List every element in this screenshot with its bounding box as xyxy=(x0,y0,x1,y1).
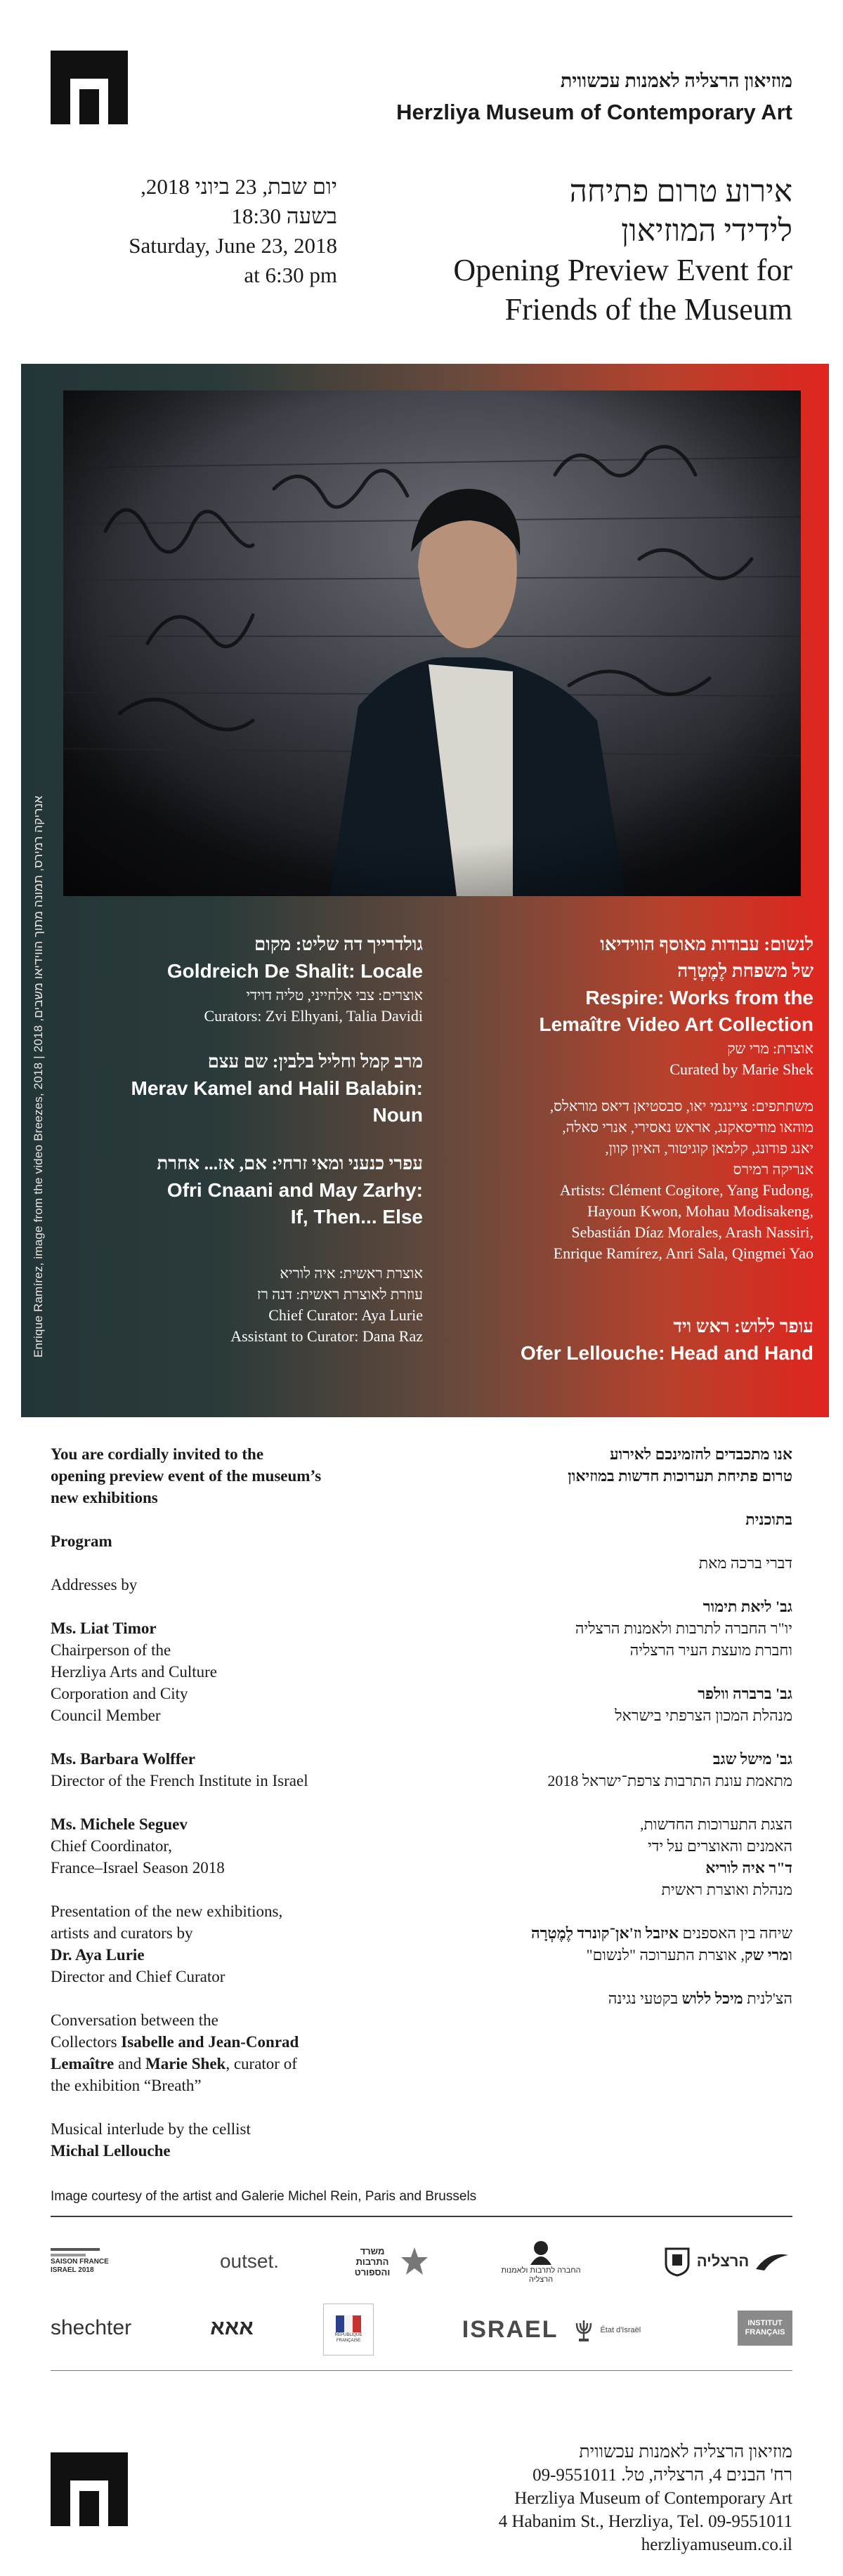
assistant-curator-en: Assistant to Curator: Dana Raz xyxy=(230,1327,423,1345)
speaker-role-line-4: Council Member xyxy=(51,1707,161,1724)
exhibition-title-he: עפרי כנעני ומאי זרחי: אם, אז... אחרת xyxy=(157,1153,423,1174)
event-date xyxy=(98,172,337,290)
consulate-text: RÉPUBLIQUE FRANÇAISE xyxy=(334,2333,362,2343)
exhibition-title-he-line-1: לנשום: עבודות מאוסף הווידיאו xyxy=(600,934,813,954)
speaker-role-line-1: Chief Coordinator, xyxy=(51,1837,172,1855)
exhibition-respire xyxy=(457,931,813,1264)
artwork-photo xyxy=(63,390,801,896)
program-heading-en: Program xyxy=(51,1532,112,1550)
institut-line-1: INSTITUT xyxy=(747,2319,783,2327)
title-he-line-2: לידידי המוזיאון xyxy=(621,213,792,248)
museum-logo xyxy=(51,51,128,124)
french-republic-logo xyxy=(323,2304,374,2355)
conversation-text: שיחה בין האספנים xyxy=(678,1924,792,1942)
ministry-text: משרד התרבות והספורט xyxy=(354,2245,391,2278)
music-line-1: Musical interlude by the cellist xyxy=(51,2120,251,2138)
speaker-role-line-1: Chairperson of the xyxy=(51,1641,171,1659)
exhibition-lellouche xyxy=(457,1313,813,1367)
curator-name: Marie Shek xyxy=(145,2055,226,2072)
invitation-line-1: אנו מתכבדים להזמינכם לאירוע xyxy=(610,1445,792,1463)
artists-he-line-3: יאנג פודונג, קלמאן קוגיטור, האיון קוון, xyxy=(605,1140,813,1157)
israel-text: ISRAEL xyxy=(462,2316,558,2343)
menorah-icon xyxy=(573,2318,594,2343)
website-link[interactable]: herzliyamuseum.co.il xyxy=(641,2535,792,2554)
curators-he: אוצרים: צבי אלחייני, טליה דוידי xyxy=(246,987,423,1004)
israel-state-logo xyxy=(439,2311,664,2349)
speaker-name: גב' מישל שגב xyxy=(712,1750,792,1768)
invitation-he xyxy=(427,1443,792,1487)
speaker-role-line-3: Corporation and City xyxy=(51,1685,188,1702)
speaker-name: Ms. Barbara Wolffer xyxy=(51,1750,195,1768)
exhibition-title-en-line-1: Merav Kamel and Halil Balabin: xyxy=(131,1077,423,1099)
artists-he-line-2: מוהאו מודיסאקנג, אראש נאסירי, אנרי סאלה, xyxy=(562,1119,813,1136)
culture-corp-icon xyxy=(525,2238,557,2266)
exhibition-goldreich xyxy=(63,931,423,1027)
program-en xyxy=(51,1443,416,2183)
footer-contact xyxy=(499,2440,792,2556)
conversation-text: , curator of xyxy=(226,2055,297,2072)
title-en-line-2: Friends of the Museum xyxy=(504,292,792,327)
speaker-name: גב' ליאת תימור xyxy=(702,1598,792,1615)
exhibitions-panel xyxy=(21,364,829,1417)
artists-he-line-1: משתתפים: ציינגמי יאו, סבסטיאן דיאס מוראלס, xyxy=(549,1098,813,1115)
institut-francais-logo xyxy=(738,2311,792,2346)
museum-name-en: Herzliya Museum of Contemporary Art xyxy=(396,100,792,124)
speaker-seguev-he xyxy=(427,1748,792,1792)
wave-swoosh-icon xyxy=(754,2251,790,2272)
invitation-line-2: טרום פתיחת תערוכות חדשות במוזיאון xyxy=(568,1467,792,1485)
conversation-text: and xyxy=(114,2055,145,2072)
exhibition-title-en-line-1: Ofri Cnaani and May Zarhy: xyxy=(166,1179,423,1201)
footer-museum-logo xyxy=(51,2452,128,2526)
footer-museum-he: מוזיאון הרצליה לאמנות עכשווית xyxy=(579,2443,792,2462)
exhibition-title-he: גולדרייך דה שליט: מקום xyxy=(254,934,423,954)
presentation-en xyxy=(51,1900,416,1987)
invitation-line-2: opening preview event of the museum’s xyxy=(51,1467,322,1485)
chief-curator-en: Chief Curator: Aya Lurie xyxy=(268,1306,423,1324)
institut-line-2: FRANÇAIS xyxy=(745,2328,785,2337)
exhibition-title-en-line-1: Respire: Works from the xyxy=(585,987,813,1008)
outset-logo: outset. xyxy=(219,2250,280,2272)
exhibition-kamel-balabin xyxy=(63,1049,423,1129)
addresses-en: Addresses by xyxy=(51,1576,138,1593)
speaker-role: מנהלת המכון הצרפתי בישראל xyxy=(615,1707,792,1724)
music-en xyxy=(51,2118,416,2162)
date-en-line-2: at 6:30 pm xyxy=(244,263,337,287)
title-he-line-1: אירוע טרום פתיחה xyxy=(569,174,792,209)
invitation-line-3: new exhibitions xyxy=(51,1489,158,1506)
conversation-line-4: the exhibition “Breath” xyxy=(51,2077,202,2094)
speaker-wolffer-he xyxy=(427,1683,792,1726)
presentation-line-1: הצגת התערוכות החדשות, xyxy=(640,1815,792,1833)
speaker-name: גב' ברברה וולפר xyxy=(698,1685,792,1702)
date-he-line-1: יום שבת, 23 ביוני 2018, xyxy=(140,174,337,199)
curator-en: Curated by Marie Shek xyxy=(669,1060,813,1078)
conversation-text: , אוצרת התערוכה "לנשום" xyxy=(586,1946,745,1964)
presentation-line-2: artists and curators by xyxy=(51,1924,193,1942)
speaker-role: מנהלת ואוצרת ראשית xyxy=(661,1881,792,1898)
title-en-line-1: Opening Preview Event for xyxy=(453,253,792,287)
exhibition-title-he: מרב קמל וחליל בלבין: שם עצם xyxy=(207,1051,423,1072)
divider-bottom xyxy=(51,2370,792,2371)
star-emblem-icon xyxy=(400,2246,429,2277)
aleph-logo: אאא xyxy=(210,2316,254,2339)
museum-name-he: מוזיאון הרצליה לאמנות עכשווית xyxy=(560,70,792,91)
artists-en-line-2: Hayoun Kwon, Mohau Modisakeng, xyxy=(587,1202,813,1220)
footer-address-en: 4 Habanim St., Herzliya, Tel. 09-9551011 xyxy=(498,2512,792,2531)
program-heading-he: בתוכנית xyxy=(745,1511,792,1528)
artists-en-line-4: Enrique Ramírez, Anri Sala, Qingmei Yao xyxy=(553,1244,813,1262)
speaker-role-line-2: וחברת מועצת העיר הרצליה xyxy=(629,1641,792,1659)
speaker-name: Dr. Aya Lurie xyxy=(51,1946,145,1964)
exhibition-title-en-line-2: Noun xyxy=(372,1104,423,1126)
conversation-text: Collectors xyxy=(51,2033,122,2051)
municipality-crest-icon xyxy=(663,2246,691,2277)
speaker-name: Ms. Michele Seguev xyxy=(51,1815,188,1833)
image-courtesy: Image courtesy of the artist and Galerie Michel Rein, Paris and Brussels xyxy=(51,2189,477,2204)
ministry-logo xyxy=(337,2237,436,2286)
culture-corp-text: החברה לתרבות ולאמנות הרצליה xyxy=(501,2266,581,2284)
presentation-line-2: האמנים והאוצרים על ידי xyxy=(648,1837,792,1855)
footer-museum-en: Herzliya Museum of Contemporary Art xyxy=(514,2489,792,2508)
tricolor-flag-icon xyxy=(336,2315,361,2332)
curators-en: Curators: Zvi Elhyani, Talia Davidi xyxy=(204,1007,423,1025)
cellist-name: Michal Lellouche xyxy=(51,2142,171,2160)
speaker-role-line-1: יו"ר החברה לתרבות ולאמנות הרצליה xyxy=(575,1619,792,1637)
exhibition-title-he: עופר ללוש: ראש ויד xyxy=(673,1316,813,1336)
exhibition-title-he-line-2: של משפחת לֶמֶטְרָה xyxy=(677,961,813,981)
conversation-text: ו xyxy=(788,1946,792,1964)
invitation-en xyxy=(51,1443,416,1509)
culture-corp-logo xyxy=(492,2233,590,2289)
curator-name: מרי שק xyxy=(744,1946,789,1964)
exhibition-title-en: Goldreich De Shalit: Locale xyxy=(166,960,423,982)
collectors-name: Isabelle and Jean-Conrad xyxy=(121,2033,299,2051)
addresses-he: דברי ברכה מאת xyxy=(698,1554,792,1572)
cellist-name: מיכל ללוש xyxy=(681,1990,743,2007)
speaker-timor-he xyxy=(427,1596,792,1661)
speaker-role: Director of the French Institute in Israel xyxy=(51,1772,308,1789)
speaker-role-line-2: France–Israel Season 2018 xyxy=(51,1859,225,1877)
exhibition-title-en-line-2: Lemaître Video Art Collection xyxy=(539,1013,813,1035)
speaker-seguev-en xyxy=(51,1813,416,1879)
conversation-en xyxy=(51,2009,416,2096)
curator-he: אוצרת: מרי שק xyxy=(727,1040,813,1057)
saison-text: SAISON FRANCE ISRAEL 2018 xyxy=(51,2258,109,2274)
speaker-role: Director and Chief Curator xyxy=(51,1968,226,1985)
exhibition-title-en: Ofer Lellouche: Head and Hand xyxy=(521,1342,813,1364)
chief-curator-he: אוצרת ראשית: איה לוריא xyxy=(280,1265,423,1282)
artists-he-line-4: אנריקה רמירס xyxy=(733,1161,813,1178)
event-title xyxy=(357,172,792,329)
date-he-line-2: בשעה 18:30 xyxy=(231,204,337,228)
music-text: בקטעי נגינה xyxy=(608,1990,682,2007)
assistant-curator-he: עוזרת לאוצרת ראשית: דנה רז xyxy=(256,1286,423,1303)
divider-top xyxy=(51,2216,792,2217)
date-en-line-1: Saturday, June 23, 2018 xyxy=(129,233,337,258)
saison-france-israel-logo xyxy=(51,2237,121,2286)
exhibition-title-en-line-2: If, Then... Else xyxy=(290,1206,423,1228)
herzliya-municipality-logo xyxy=(660,2237,792,2286)
invitation-line-1: You are cordially invited to the xyxy=(51,1445,264,1463)
speaker-role: מתאמת עונת התרבות צרפת־ישראל 2018 xyxy=(547,1772,792,1789)
chief-curators xyxy=(63,1263,423,1347)
speaker-wolffer-en xyxy=(51,1748,416,1792)
speaker-name: ד"ר איה לוריא xyxy=(705,1859,792,1877)
conversation-he xyxy=(427,1922,792,1966)
speaker-role-line-2: Herzliya Arts and Culture xyxy=(51,1663,217,1681)
conversation-line-1: Conversation between the xyxy=(51,2011,218,2029)
speaker-name: Ms. Liat Timor xyxy=(51,1619,157,1637)
music-text: הצ'לנית xyxy=(743,1990,792,2007)
presentation-he xyxy=(427,1813,792,1900)
speaker-timor-en xyxy=(51,1617,416,1726)
shechter-logo: shechter xyxy=(51,2316,132,2339)
exhibition-cnaani-zarhy xyxy=(63,1150,423,1230)
etat-text: État d'Israël xyxy=(600,2325,641,2334)
collectors-name: איזבל וז'אן־קונרד לֶמֶטְרָה xyxy=(530,1924,679,1942)
saison-stripes-icon xyxy=(51,2248,100,2258)
presentation-line-1: Presentation of the new exhibitions, xyxy=(51,1903,283,1920)
collectors-surname: Lemaître xyxy=(51,2055,115,2072)
program-he xyxy=(427,1443,792,2031)
photo-caption: Enrique Ramírez, image from the video Breezes, 2018 | אנריקה רמירס, תמונה מתוך הווידיאו משבים, 2018 xyxy=(32,795,45,1358)
artists-en-line-3: Sebastián Díaz Morales, Arash Nassiri, xyxy=(571,1223,813,1241)
artists-en-line-1: Artists: Clément Cogitore, Yang Fudong, xyxy=(559,1181,813,1199)
music-he xyxy=(427,1987,792,2009)
herzliya-text: הרצליה xyxy=(696,2252,750,2270)
footer-address-he: רח' הבנים 4, הרצליה, טל. 09-9551011 xyxy=(532,2466,792,2485)
